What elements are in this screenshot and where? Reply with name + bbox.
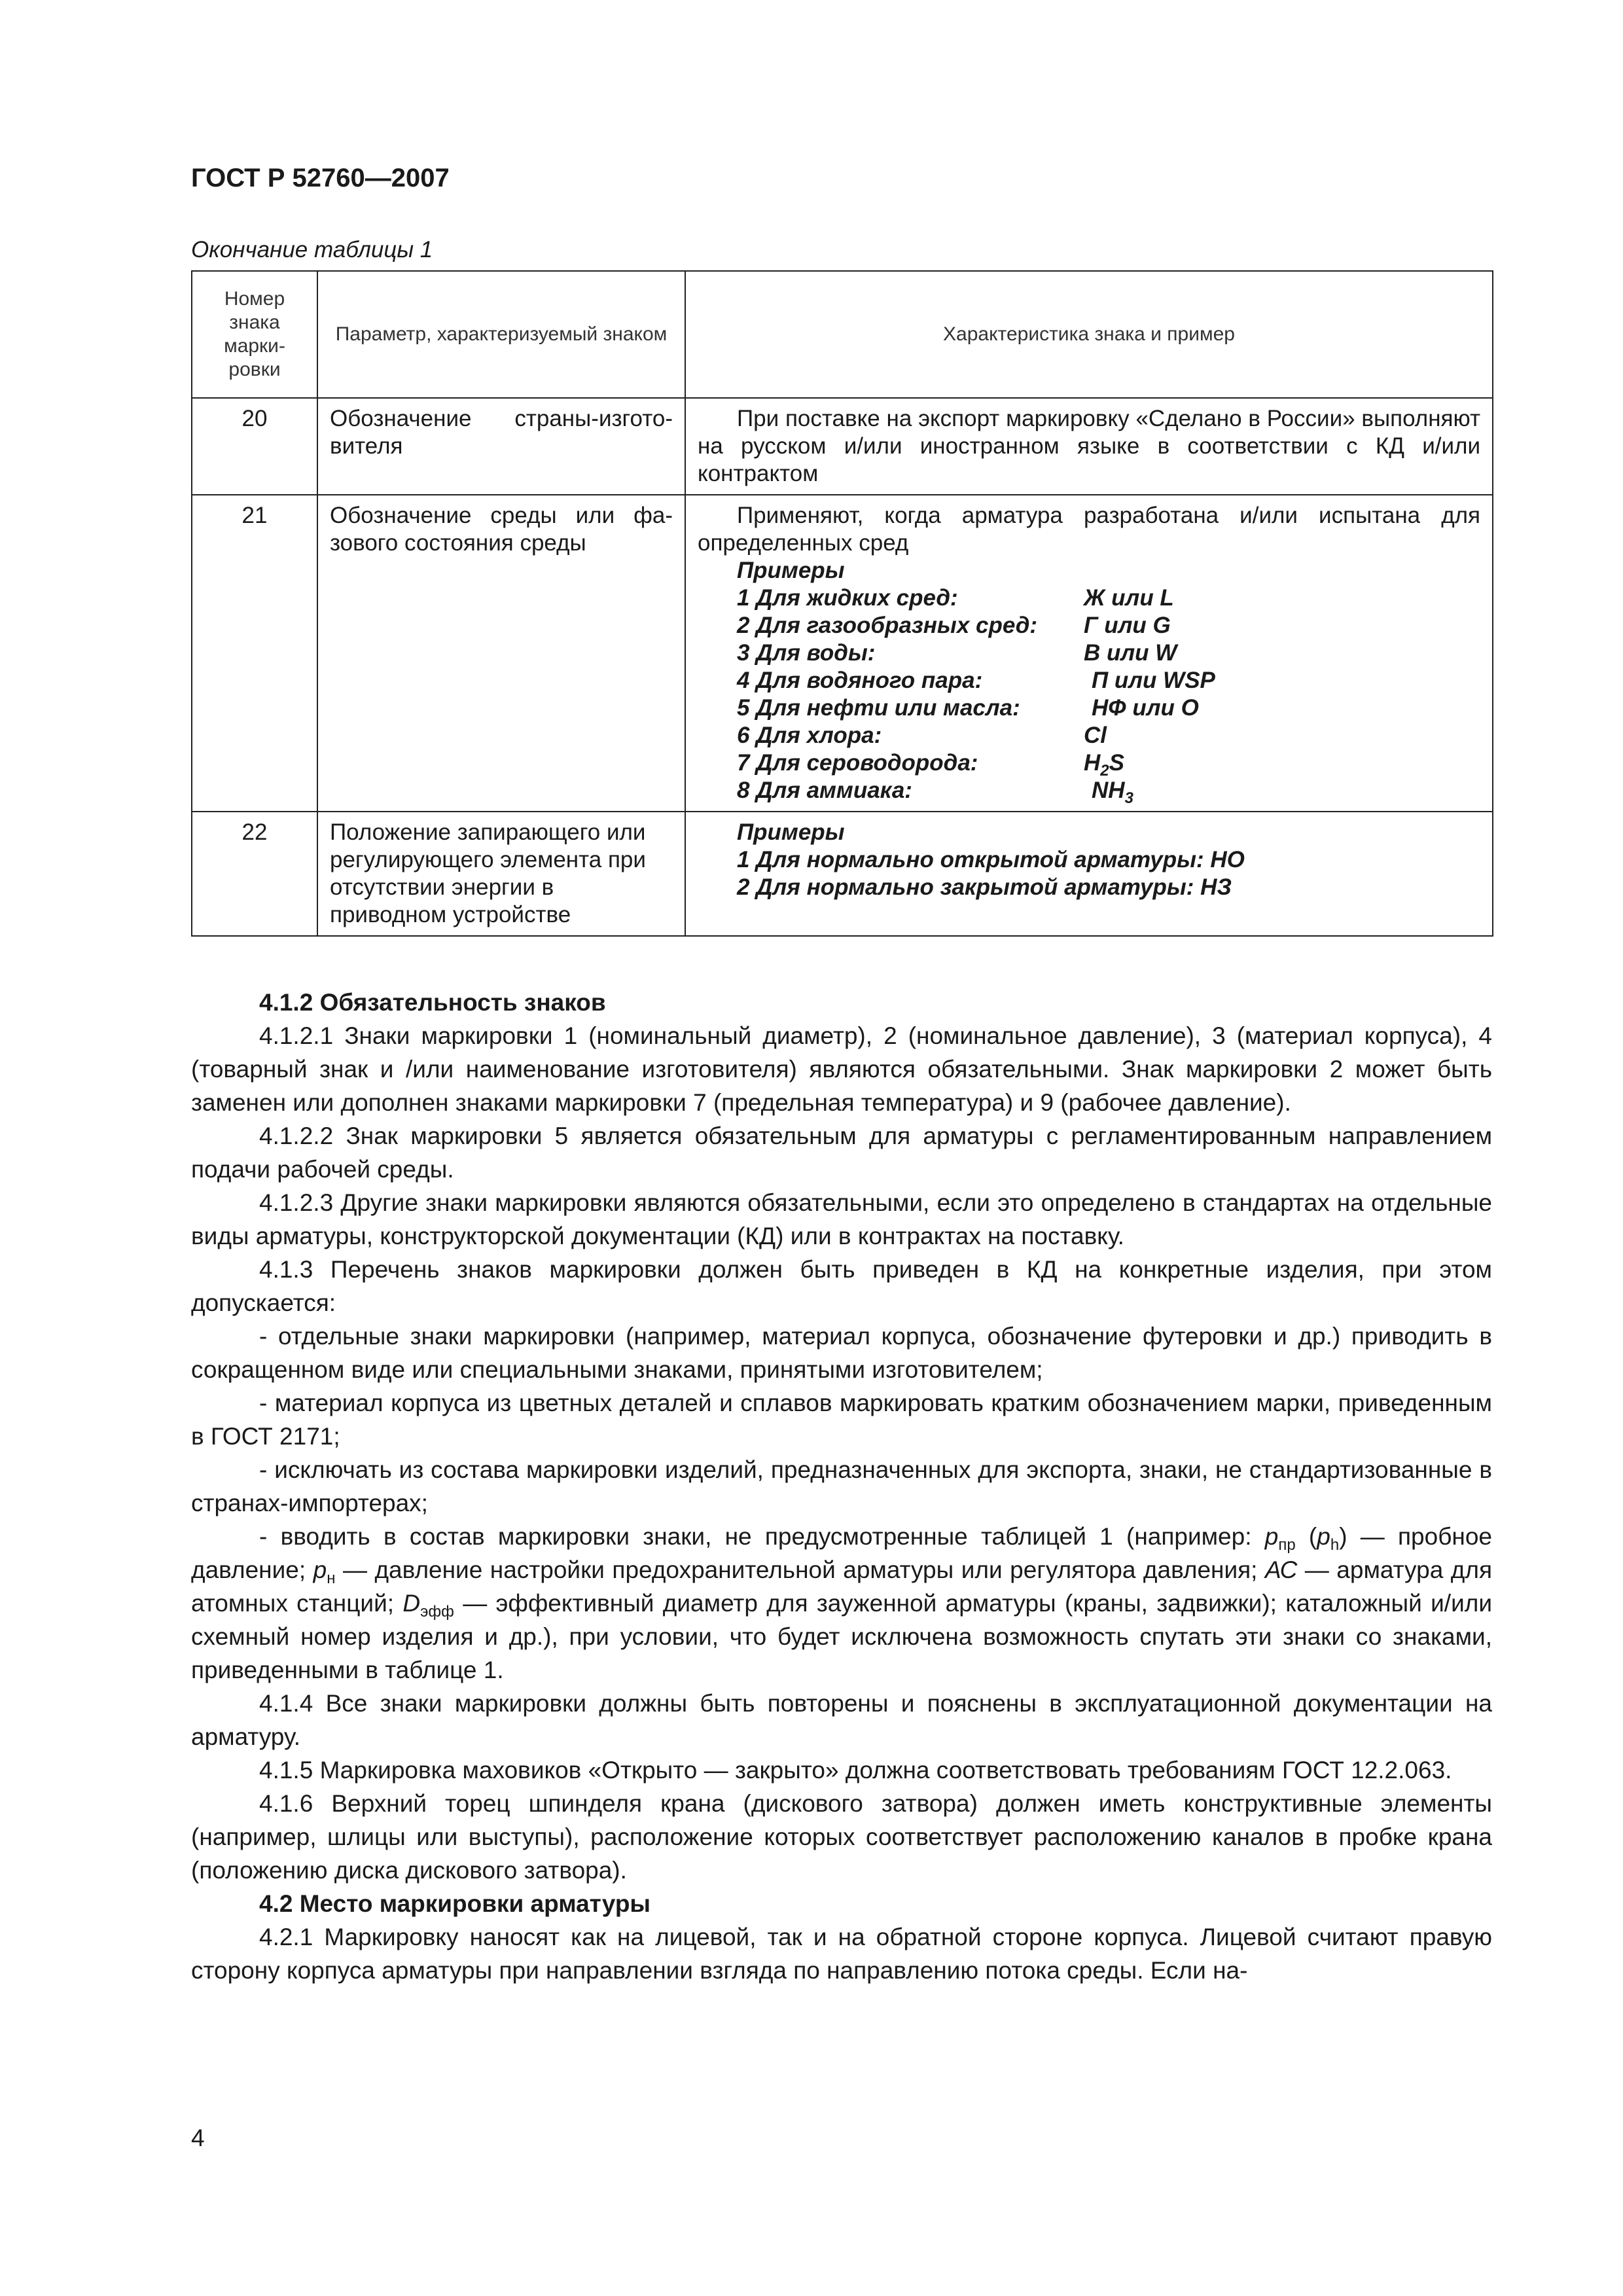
- example-code: НФ или О: [1092, 695, 1199, 721]
- example-name: 8 Для аммиака:: [737, 778, 912, 803]
- example-code: Г или G: [1084, 613, 1171, 638]
- examples-label: Примеры: [737, 819, 845, 845]
- row-number: 21: [192, 495, 317, 812]
- example-code: Ж или L: [1084, 585, 1174, 611]
- example-item: [737, 777, 1480, 807]
- list-item: - исключать из состава маркировки изделий, предназначенных для экспорта, знаки, не стандартизованные в странах-импортерах;: [191, 1456, 1492, 1516]
- section-heading-4-1-2: 4.1.2 Обязательность знаков: [259, 989, 606, 1016]
- list-item: - материал корпуса из цветных деталей и сплавов маркировать кратким обозначением марки, приведенным в ГОСТ 2171;: [191, 1390, 1492, 1450]
- example-item: [737, 749, 1480, 780]
- example-name: 5 Для нефти или масла:: [737, 695, 1020, 721]
- table-row: [192, 812, 1493, 936]
- header-number: Номер знака марки-ровки: [192, 271, 317, 398]
- example-name: 6 Для хлора:: [737, 723, 882, 748]
- row-description: [685, 812, 1493, 936]
- paragraph-4-1-3: 4.1.3 Перечень знаков маркировки должен быть приведен в КД на конкретные изделия, при этом допускается:: [191, 1256, 1492, 1316]
- example-item: 2 Для нормально закрытой арматуры: НЗ: [737, 874, 1232, 900]
- paragraph-4-1-2-2: 4.1.2.2 Знак маркировки 5 является обязательным для арматуры с регламентированным направлением подачи рабочей среды.: [191, 1122, 1492, 1183]
- example-code: Cl: [1084, 723, 1107, 748]
- example-code: В или W: [1084, 640, 1177, 666]
- row-description: [685, 495, 1493, 812]
- example-item: [737, 639, 1480, 667]
- page-number: 4: [191, 2125, 205, 2151]
- example-code: $H_2S$: [1084, 750, 1124, 780]
- paragraph-4-1-2-3: 4.1.2.3 Другие знаки маркировки являются обязательными, если это определено в стандартах на отдельные виды арматуры, конструкторской документации (КД) или в контрактах на поставку.: [191, 1189, 1492, 1249]
- example-item: [737, 612, 1480, 639]
- marking-table: [191, 270, 1493, 937]
- row-description: При поставке на экспорт маркировку «Сделано в России» выполняют на русском и/или иностранном языке в соответствии с КД и/или контрактом: [685, 398, 1493, 495]
- example-name: 3 Для воды:: [737, 640, 876, 666]
- paragraph-4-2-1: 4.2.1 Маркировку наносят как на лицевой, так и на обратной стороне корпуса. Лицевой считают правую сторону корпуса арматуры при направлении взгляда по направлению потока среды. Если на-: [191, 1924, 1492, 1984]
- paragraph-4-1-4: 4.1.4 Все знаки маркировки должны быть повторены и пояснены в эксплуатационной документации на арматуру.: [191, 1690, 1492, 1750]
- row-parameter: Обозначение страны-изгото-вителя: [317, 398, 685, 495]
- row-number: 22: [192, 812, 317, 936]
- example-name: 1 Для жидких сред:: [737, 585, 958, 611]
- table-header-row: [192, 271, 1493, 398]
- examples-label: Примеры: [737, 558, 845, 583]
- paragraph-4-1-5: 4.1.5 Маркировка маховиков «Открыто — закрыто» должна соответствовать требованиям ГОСТ 12.2.063.: [259, 1757, 1452, 1784]
- example-item: 1 Для нормально открытой арматуры: НО: [737, 847, 1245, 872]
- paragraph-4-1-6: 4.1.6 Верхний торец шпинделя крана (дискового затвора) должен иметь конструктивные элементы (например, шлицы или выступы), расположение которых соответствует расположению каналов в пробке крана (положению диска дискового затвора).: [191, 1790, 1492, 1884]
- example-name: 4 Для водяного пара:: [737, 668, 983, 693]
- example-item: [737, 694, 1480, 722]
- example-name: 2 Для газообразных сред:: [737, 613, 1038, 638]
- list-item: - отдельные знаки маркировки (например, материал корпуса, обозначение футеровки и др.) приводить в сокращенном виде или специальными знаками, принятыми изготовителем;: [191, 1323, 1492, 1383]
- body-text: [191, 986, 1492, 1987]
- header-parameter: Параметр, характеризуемый знаком: [317, 271, 685, 398]
- section-heading-4-2: 4.2 Место маркировки арматуры: [259, 1890, 651, 1917]
- paragraph-4-1-2-1: 4.1.2.1 Знаки маркировки 1 (номинальный диаметр), 2 (номинальное давление), 3 (материал корпуса), 4 (товарный знак и /или наименование изготовителя) являются обязательными. Знак маркировки 2 может быть заменен или дополнен знаками маркировки 7 (предельная температура) и 9 (рабочее давление).: [191, 1022, 1492, 1116]
- table-row: [192, 495, 1493, 812]
- example-item: [737, 584, 1480, 612]
- row-number: 20: [192, 398, 317, 495]
- row-parameter: Положение запирающего или регулирующего элемента при отсутствии энергии в приводном устройстве: [317, 812, 685, 936]
- list-item: - вводить в состав маркировки знаки, не предусмотренные таблицей 1 (например: $p_{пр}$ $(p_h)$ — пробное давление; $p_н$ — давление настройки предохранительной арматуры или регулятора давления; АС — арматура для атомных станций; $D_{эфф}$ — эффективный диаметр для зауженной арматуры (краны, задвижки); каталожный и/или схемный номер изделия и др.), при условии, что будет исключена возможность спутать эти знаки со знаками, приведенными в таблице 1.: [191, 1523, 1492, 1683]
- header-characteristic: Характеристика знака и пример: [685, 271, 1493, 398]
- example-code: $NH_3$: [1092, 778, 1133, 807]
- example-name: 7 Для сероводорода:: [737, 750, 978, 776]
- example-code: П или WSP: [1092, 668, 1215, 693]
- table-caption: Окончание таблицы 1: [191, 237, 433, 262]
- table-row: [192, 398, 1493, 495]
- example-item: [737, 667, 1480, 694]
- description-text: Применяют, когда арматура разработана и/или испытана для определенных сред: [698, 503, 1480, 556]
- row-parameter: Обозначение среды или фа-зового состояния среды: [317, 495, 685, 812]
- example-item: [737, 722, 1480, 749]
- document-code: ГОСТ Р 52760—2007: [191, 164, 450, 192]
